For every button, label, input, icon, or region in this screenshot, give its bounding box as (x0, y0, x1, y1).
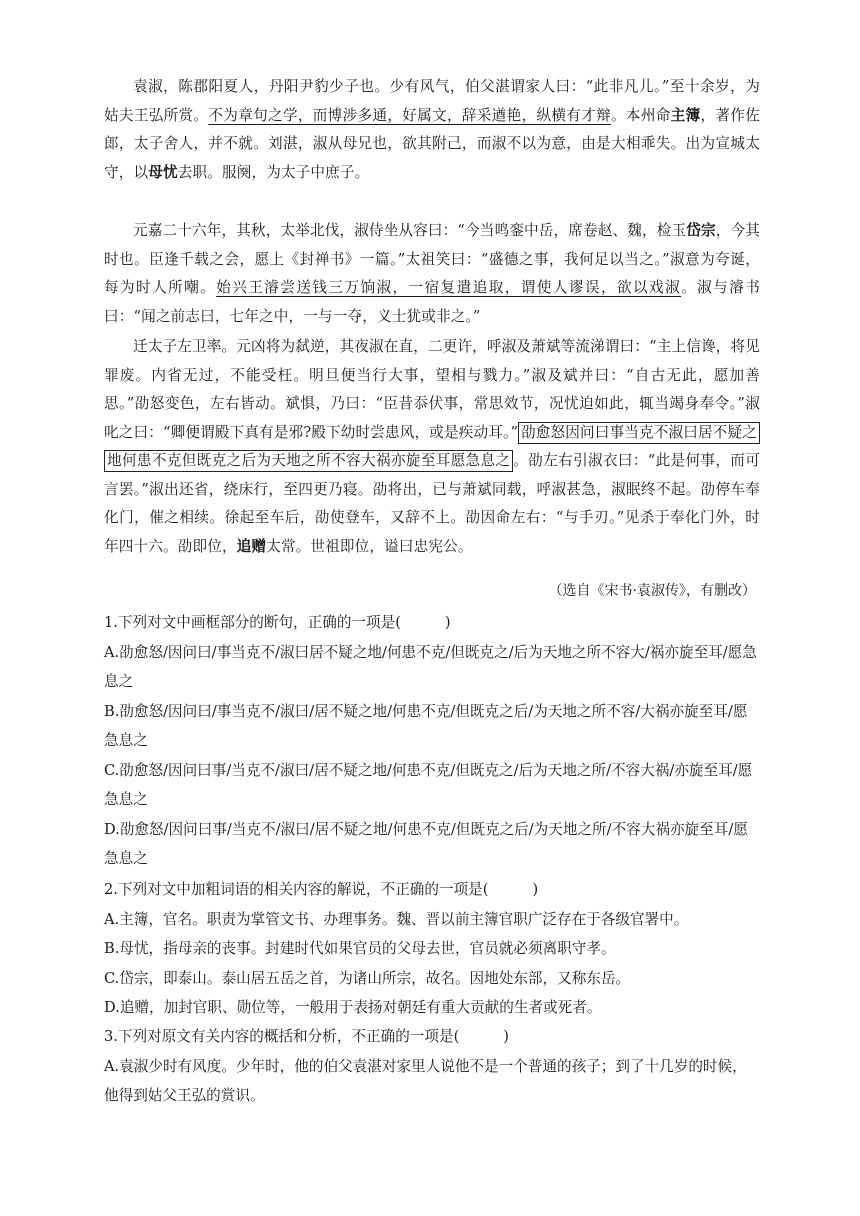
passage-paragraph-2 (104, 217, 760, 331)
bold-term-zhubu: 主簿 (670, 106, 701, 124)
question-1-option-d: D.劭愈怒/因问曰事/当克不/淑曰/居不疑之地/何患不克/但既克之后/为天地之所/不容大祸亦旋至耳/愿急息之 (104, 820, 748, 867)
passage-paragraph-1 (104, 73, 760, 187)
question-2 (104, 875, 760, 1023)
source-citation: （选自《宋书·袁淑传》，有删改） (548, 583, 756, 599)
p1-text-2: 。本州命 (611, 106, 671, 124)
p2-underlined-sentence: 始兴王濬尝送钱三万饷淑，一宿复遣追取，谓使人谬误，欲以戏淑 (216, 279, 682, 296)
question-3-stem: 3.下列对原文有关内容的概括和分析，不正确的一项是( ) (104, 1028, 509, 1045)
p1-underlined-sentence: 不为章句之学，而博涉多通，好属文，辞采遒艳，纵横有才辩 (208, 106, 612, 124)
bold-term-muyou: 母忧 (148, 163, 178, 181)
question-3 (104, 1022, 760, 1111)
question-3-option-a: A.袁淑少时有风度。少年时，他的伯父袁湛对家里人说他不是一个普通的孩子；到了十几岁的时候，他得到姑父王弘的赏识。 (104, 1057, 747, 1104)
question-1-option-c: C.劭愈怒/因问曰事/当克不/淑曰/居不疑之地/何患不克/但既克之/后为天地之所/不容大祸/亦旋至耳/愿急息之 (104, 761, 753, 808)
question-2-option-a: A.主簿，官名。职责为掌管文书、办理事务。魏、晋以前主簿官职广泛存在于各级官署中。 (104, 910, 689, 928)
p1-text-1: 袁淑，陈郡阳夏人，丹阳尹豹少子也。少有风气，伯父湛谓家人曰：“此非凡儿。”至十余岁，为姑夫王弘所赏。 (104, 78, 760, 124)
question-1-stem: 1.下列对文中画框部分的断句，正确的一项是( ) (104, 614, 451, 631)
p1-text-4: 去职。服阕，为太子中庶子。 (177, 163, 370, 181)
p2-text-2: ，今其时也。臣逢千载之会，愿上《封禅书》一篇。”太祖笑曰：“盛德之事，我何足以当之。”淑意为夸诞，每为时人所嘲。 (104, 222, 760, 296)
p3-text-1: 迁太子左卫率。元凶将为弑逆，其夜淑在直，二更许，呼淑及萧斌等流涕谓曰：“主上信谗，将见罪废。内省无过，不能受枉。明旦便当行大事，望相与戮力。”淑及斌并曰：“自古无此，愿加善思。”劭怒变色，左右皆动。斌惧，乃曰：“臣昔忝伏事，常思效节，况忧迫如此，辄当竭身奉令。”淑叱之曰：“卿便谓殿下真有是邪?殿下幼时尝患风，或是疾动耳。” (104, 338, 760, 441)
p2-text-3: 。淑与濬书曰：“闻之前志曰，七年之中，一与一夺，义士犹或非之。” (104, 279, 760, 325)
question-2-option-d: D.追赠，加封官职、勋位等，一般用于表扬对朝廷有重大贡献的生者或死者。 (104, 999, 602, 1016)
boxed-passage: 劭愈怒因问曰事当克不淑曰居不疑之地何患不克但既克之后为天地之所不容大祸亦旋至耳愿急息之 (104, 422, 760, 473)
question-1-option-a: A.劭愈怒/因问曰/事当克不/淑曰居不疑之地/何患不克/但既克之/后为天地之所不容大/祸亦旋至耳/愿急息之 (104, 643, 757, 690)
question-2-option-b: B.母忧，指母亲的丧事。封建时代如果官员的父母去世，官员就必须离职守孝。 (104, 940, 616, 957)
question-1-option-b: B.劭愈怒/因问曰/事当克不/淑曰/居不疑之地/何患不克/但既克之后/为天地之所不容/大祸亦旋至耳/愿急息之 (104, 702, 748, 749)
passage-paragraph-3 (104, 333, 760, 561)
bold-term-zhuizeng: 追赠 (236, 537, 267, 555)
bold-term-daizong: 岱宗 (686, 222, 716, 239)
question-2-stem: 2.下列对文中加粗词语的相关内容的解说，不正确的一项是( ) (104, 881, 539, 898)
p1-text-3: ，著作佐郎，太子舍人，并不就。刘湛，淑从母兄也，欲其附己，而淑不以为意，由是大相乖失。出为宣城太守，以 (104, 106, 760, 181)
p2-text-1: 元嘉二十六年，其秋，太举北伐，淑侍坐从容曰：“今当鸣銮中岳，席卷赵、魏，检玉 (133, 222, 687, 239)
p3-text-3: 太常。世祖即位，谥曰忠宪公。 (266, 537, 473, 555)
p3-text-2: 。劭左右引淑衣曰：“此是何事，而可言罢。”淑出还省，绕床行，至四更乃寝。劭将出，已与萧斌同载，呼淑甚急，淑眠终不起。劭停车奉化门，催之相续。徐起至车后，劭使登车，又辞不上。劭因命左右：“与手刃。”见杀于奉化门外，时年四十六。劭即位， (104, 452, 760, 555)
question-2-option-c: C.岱宗，即泰山。泰山居五岳之首，为诸山所宗，故名。因地处东部，又称东岳。 (104, 969, 631, 987)
question-1 (104, 608, 760, 874)
